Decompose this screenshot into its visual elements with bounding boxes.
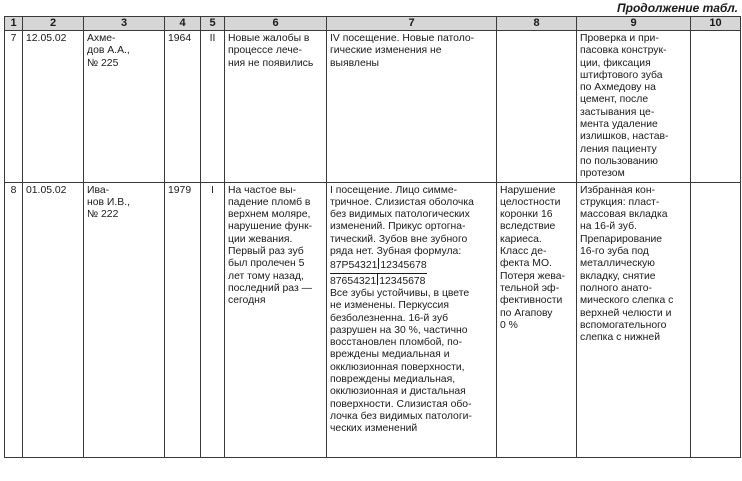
- col-header-3: 3: [84, 17, 165, 31]
- text-line: Избранная кон-: [580, 184, 656, 196]
- text-line: вкладку, снятие: [580, 270, 656, 282]
- treatment-cell: [577, 182, 691, 457]
- text-line: массовая вкладка: [580, 209, 668, 221]
- col-header-10: 10: [691, 17, 741, 31]
- formula-upper-left: 87Р54321: [330, 260, 378, 272]
- dental-formula-lower: [330, 274, 427, 288]
- row-number: 7: [5, 31, 23, 183]
- text-line: сегодня: [228, 295, 266, 307]
- text-line: Ива-: [87, 184, 110, 196]
- row-number: 8: [5, 182, 23, 457]
- text-line: гические изменения не: [330, 45, 442, 57]
- diagnosis-cell: [497, 182, 577, 457]
- text-line: слепка с нижней: [580, 332, 660, 344]
- text-line: окклюзионная и дистальная: [330, 386, 466, 398]
- text-line: лочка без видимых патологи-: [330, 410, 472, 422]
- text-line: фективности: [500, 295, 563, 307]
- text-line: № 222: [87, 209, 119, 221]
- header-row: [5, 17, 741, 31]
- text-line: 16-го зуба под: [580, 246, 649, 258]
- text-line: Проверка и при-: [580, 33, 659, 44]
- text-line: IV посещение. Новые патоло-: [330, 33, 475, 44]
- text-line: по Агапову: [500, 307, 553, 319]
- text-line: протезом: [580, 168, 625, 180]
- text-line: поверхности. Слизистая обо-: [330, 398, 472, 410]
- text-line: выявлены: [330, 57, 379, 69]
- text-line: нов И.В.,: [87, 196, 130, 208]
- table-caption: Продолжение табл.: [616, 1, 738, 15]
- col-header-7: 7: [327, 17, 497, 31]
- birth-year: 1964: [165, 31, 201, 183]
- text-line: вреждены медиальная и: [330, 349, 450, 361]
- text-line: фекта МО.: [500, 258, 552, 270]
- col-header-4: 4: [165, 17, 201, 31]
- text-line: № 225: [87, 57, 119, 69]
- formula-upper-right: 12345678: [380, 260, 427, 272]
- text-line: дов А.А.,: [87, 45, 130, 57]
- examination-cell: [327, 31, 497, 183]
- dental-formula: [330, 258, 427, 288]
- col-header-1: 1: [5, 17, 23, 31]
- medical-records-table: [4, 16, 741, 458]
- visit-date: 12.05.02: [23, 31, 84, 183]
- text-line: 0 %: [500, 319, 518, 331]
- text-line: падение пломб в: [228, 196, 311, 208]
- examination-cell: [327, 182, 497, 457]
- text-line: полного анато-: [580, 282, 652, 294]
- patient-name: [84, 31, 165, 183]
- text-line: был пролечен 5: [228, 258, 305, 270]
- text-line: тричное. Слизистая оболочка: [330, 196, 474, 208]
- text-line: последний раз —: [228, 282, 312, 294]
- group-number: II: [201, 31, 225, 183]
- text-line: окклюзионная поверхности,: [330, 361, 465, 373]
- text-line: ряда нет. Зубная формула:: [330, 246, 462, 258]
- dental-formula-upper: [330, 258, 427, 273]
- formula-lower-left: 87654321: [330, 275, 377, 287]
- text-line: застывания це-: [580, 106, 655, 118]
- text-line: ния не появились: [228, 57, 314, 69]
- text-line: безболезненна. 16-й зуб: [330, 312, 449, 324]
- note-cell: [691, 31, 741, 183]
- text-line: не изменены. Перкуссия: [330, 300, 449, 312]
- note-cell: [691, 182, 741, 457]
- text-line: мента удаление: [580, 119, 658, 131]
- text-line: Класс де-: [500, 246, 547, 258]
- col-header-9: 9: [577, 17, 691, 31]
- text-line: повреждены медиальная,: [330, 374, 456, 386]
- table-row: [5, 31, 741, 183]
- text-line: верхнем моляре,: [228, 209, 311, 221]
- treatment-cell: [577, 31, 691, 183]
- text-line: цемент, после: [580, 94, 649, 106]
- text-line: по Ахмедову на: [580, 82, 656, 94]
- group-number: I: [201, 182, 225, 457]
- col-header-2: 2: [23, 17, 84, 31]
- text-line: ции жевания.: [228, 233, 293, 245]
- text-line: целостности: [500, 196, 561, 208]
- text-line: На частое вы-: [228, 184, 297, 196]
- visit-date: 01.05.02: [23, 182, 84, 457]
- text-line: металлическую: [580, 258, 655, 270]
- text-line: Нарушение: [500, 184, 556, 196]
- text-line: струкция: пласт-: [580, 196, 660, 208]
- formula-lower-right: 12345678: [379, 275, 426, 287]
- text-line: вследствие: [500, 221, 556, 233]
- text-line: ческих изменений: [330, 423, 418, 435]
- formula-divider: [377, 274, 378, 285]
- text-line: штифтового зуба: [580, 69, 663, 81]
- text-line: изменений. Прикус ортогна-: [330, 221, 466, 233]
- patient-name: [84, 182, 165, 457]
- text-line: пасовка конструк-: [580, 45, 667, 57]
- formula-divider: [378, 258, 379, 269]
- text-line: верхней челюсти и: [580, 307, 672, 319]
- col-header-8: 8: [497, 17, 577, 31]
- text-line: кариеса.: [500, 233, 542, 245]
- text-line: Препарирование: [580, 233, 663, 245]
- text-line: процессе лече-: [228, 45, 303, 57]
- text-line: Первый раз зуб: [228, 246, 304, 258]
- birth-year: 1979: [165, 182, 201, 457]
- col-header-5: 5: [201, 17, 225, 31]
- text-line: I посещение. Лицо симме-: [330, 184, 458, 196]
- complaints-cell: [225, 31, 327, 183]
- text-line: без видимых патологических: [330, 209, 470, 221]
- text-line: тельной эф-: [500, 282, 560, 294]
- col-header-6: 6: [225, 17, 327, 31]
- text-line: нарушение функ-: [228, 221, 313, 233]
- complaints-cell: [225, 182, 327, 457]
- text-line: Новые жалобы в: [228, 33, 310, 44]
- text-line: Ахме-: [87, 33, 116, 44]
- text-line: мического слепка с: [580, 295, 674, 307]
- text-line: излишков, настав-: [580, 131, 669, 143]
- text-line: коронки 16: [500, 209, 553, 221]
- text-line: тический. Зубов вне зубного: [330, 233, 468, 245]
- text-line: ления пациенту: [580, 143, 657, 155]
- text-line: восстановлен пломбой, по-: [330, 337, 463, 349]
- text-line: на 16-й зуб.: [580, 221, 637, 233]
- text-line: Все зубы устойчивы, в цвете: [330, 287, 470, 299]
- text-line: по пользованию: [580, 155, 658, 167]
- diagnosis-cell: [497, 31, 577, 183]
- text-line: Потеря жева-: [500, 270, 565, 282]
- text-line: лет тому назад,: [228, 270, 304, 282]
- text-line: разрушен на 30 %, частично: [330, 324, 468, 336]
- table-row: [5, 182, 741, 457]
- text-line: ции, фиксация: [580, 57, 651, 69]
- text-line: вспомогательного: [580, 319, 667, 331]
